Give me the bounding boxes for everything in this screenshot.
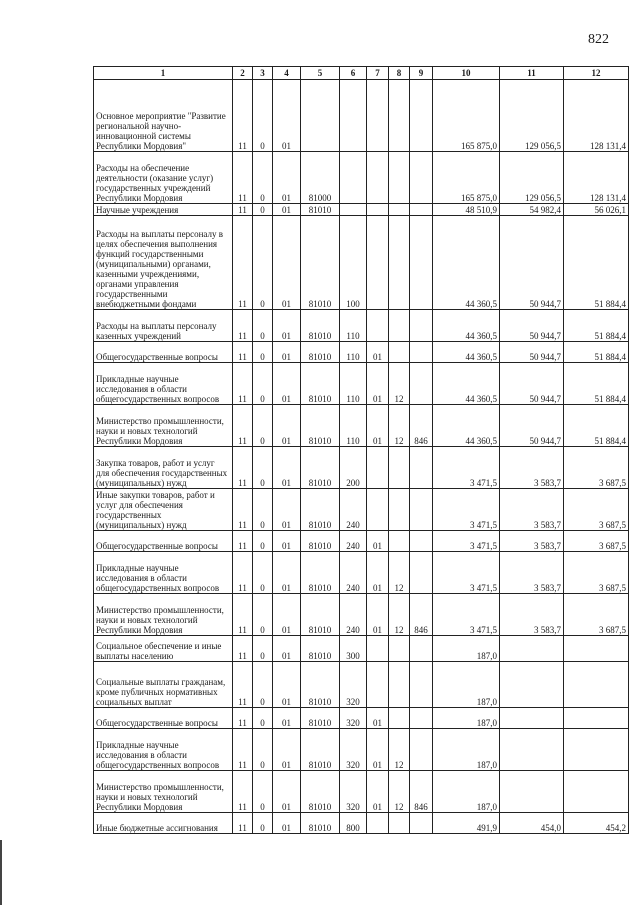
table-cell: 3 583,7 <box>500 552 564 594</box>
table-cell: 320 <box>340 708 367 729</box>
table-cell: 81010 <box>301 552 340 594</box>
table-cell: 12 <box>389 405 410 447</box>
table-cell: 01 <box>273 310 301 342</box>
table-cell: 300 <box>340 636 367 662</box>
table-row <box>94 813 629 834</box>
table-cell: 44 360,5 <box>433 310 500 342</box>
table-cell: 01 <box>273 813 301 834</box>
table-cell: 128 131,4 <box>564 152 629 204</box>
table-cell <box>340 152 367 204</box>
table-cell <box>389 813 410 834</box>
table-cell <box>410 310 433 342</box>
table-cell <box>410 531 433 552</box>
table-cell: 48 510,9 <box>433 204 500 216</box>
table-cell <box>500 636 564 662</box>
table-cell: 01 <box>367 552 389 594</box>
table-cell <box>500 708 564 729</box>
table-cell: 320 <box>340 729 367 771</box>
table-cell: 240 <box>340 594 367 636</box>
table-cell: 11 <box>233 662 253 708</box>
table-row <box>94 771 629 813</box>
table-cell <box>367 489 389 531</box>
table-cell <box>367 80 389 152</box>
table-cell: 3 471,5 <box>433 594 500 636</box>
table-cell <box>367 204 389 216</box>
table-cell: 3 687,5 <box>564 552 629 594</box>
table-cell: 0 <box>253 310 273 342</box>
table-cell: 0 <box>253 405 273 447</box>
table-cell: 0 <box>253 80 273 152</box>
table-cell: 01 <box>273 708 301 729</box>
table-cell: 0 <box>253 152 273 204</box>
table-cell: 3 687,5 <box>564 489 629 531</box>
table-cell: 50 944,7 <box>500 310 564 342</box>
column-header: 3 <box>253 67 273 80</box>
table-cell <box>410 708 433 729</box>
table-row <box>94 729 629 771</box>
table-cell <box>410 489 433 531</box>
table-cell: 129 056,5 <box>500 80 564 152</box>
table-cell: 01 <box>273 363 301 405</box>
table-cell: 54 982,4 <box>500 204 564 216</box>
table-cell <box>410 636 433 662</box>
table-cell <box>410 152 433 204</box>
table-cell: 3 471,5 <box>433 489 500 531</box>
budget-table <box>93 66 629 834</box>
table-cell <box>301 80 340 152</box>
table-cell: 454,2 <box>564 813 629 834</box>
table-cell <box>410 662 433 708</box>
table-cell: 81010 <box>301 310 340 342</box>
row-label-cell: Научные учреждения <box>94 204 233 216</box>
table-cell <box>367 813 389 834</box>
table-cell: 51 884,4 <box>564 310 629 342</box>
table-cell <box>367 310 389 342</box>
table-cell: 0 <box>253 216 273 310</box>
table-cell: 81010 <box>301 729 340 771</box>
table-cell <box>389 531 410 552</box>
table-cell: 12 <box>389 552 410 594</box>
table-cell: 81010 <box>301 489 340 531</box>
table-cell: 44 360,5 <box>433 216 500 310</box>
table-cell: 320 <box>340 662 367 708</box>
table-cell: 240 <box>340 489 367 531</box>
table-cell <box>500 771 564 813</box>
table-cell: 200 <box>340 447 367 489</box>
table-cell: 12 <box>389 363 410 405</box>
table-cell <box>367 447 389 489</box>
table-cell <box>410 552 433 594</box>
table-cell: 44 360,5 <box>433 342 500 363</box>
table-cell: 81000 <box>301 152 340 204</box>
table-cell: 44 360,5 <box>433 363 500 405</box>
table-cell: 12 <box>389 729 410 771</box>
table-cell: 01 <box>367 531 389 552</box>
table-cell: 187,0 <box>433 771 500 813</box>
table-cell <box>389 204 410 216</box>
table-row <box>94 636 629 662</box>
table-cell: 11 <box>233 489 253 531</box>
table-cell: 0 <box>253 447 273 489</box>
table-row <box>94 405 629 447</box>
table-cell: 01 <box>273 342 301 363</box>
row-label-cell: Министерство промышленности, науки и новых технологий Республики Мордовия <box>94 405 233 447</box>
page-number: 822 <box>588 32 609 47</box>
table-cell: 01 <box>273 489 301 531</box>
table-cell: 0 <box>253 771 273 813</box>
table-cell: 01 <box>367 405 389 447</box>
table-cell: 81010 <box>301 204 340 216</box>
table-cell: 0 <box>253 594 273 636</box>
table-cell: 01 <box>273 662 301 708</box>
table-cell <box>389 152 410 204</box>
table-cell: 454,0 <box>500 813 564 834</box>
table-cell: 01 <box>273 405 301 447</box>
table-cell <box>389 447 410 489</box>
table-cell: 0 <box>253 813 273 834</box>
table-cell: 846 <box>410 405 433 447</box>
table-cell: 11 <box>233 771 253 813</box>
table-cell: 44 360,5 <box>433 405 500 447</box>
table-cell: 51 884,4 <box>564 216 629 310</box>
table-cell <box>389 216 410 310</box>
table-cell: 81010 <box>301 813 340 834</box>
table-cell: 11 <box>233 310 253 342</box>
table-cell: 165 875,0 <box>433 80 500 152</box>
table-cell: 50 944,7 <box>500 363 564 405</box>
row-label-cell: Иные закупки товаров, работ и услуг для обеспечения государственных (муниципальных) нужд <box>94 489 233 531</box>
table-cell: 50 944,7 <box>500 405 564 447</box>
table-cell: 81010 <box>301 216 340 310</box>
table-cell: 01 <box>273 204 301 216</box>
column-header: 9 <box>410 67 433 80</box>
table-cell: 81010 <box>301 662 340 708</box>
table-cell: 81010 <box>301 771 340 813</box>
column-header: 10 <box>433 67 500 80</box>
table-cell: 0 <box>253 363 273 405</box>
table-cell <box>367 216 389 310</box>
table-cell: 51 884,4 <box>564 363 629 405</box>
table-cell <box>410 447 433 489</box>
table-cell: 11 <box>233 594 253 636</box>
table-cell <box>367 636 389 662</box>
table-cell: 3 687,5 <box>564 447 629 489</box>
row-label-cell: Расходы на выплаты персоналу в целях обеспечения выполнения функций государственными (муниципальными) органами, казенными учреждениями, органами управления государственными внебюджетными фондами <box>94 216 233 310</box>
table-cell: 3 583,7 <box>500 531 564 552</box>
table-cell: 165 875,0 <box>433 152 500 204</box>
table-cell: 81010 <box>301 531 340 552</box>
table-header <box>94 67 629 80</box>
table-cell: 11 <box>233 729 253 771</box>
table-row <box>94 552 629 594</box>
table-cell: 81010 <box>301 708 340 729</box>
table-cell: 11 <box>233 152 253 204</box>
table-cell: 81010 <box>301 447 340 489</box>
table-cell: 11 <box>233 204 253 216</box>
row-label-cell: Закупка товаров, работ и услуг для обеспечения государственных (муниципальных) нужд <box>94 447 233 489</box>
table-cell: 3 687,5 <box>564 594 629 636</box>
table-cell: 56 026,1 <box>564 204 629 216</box>
table-cell: 846 <box>410 594 433 636</box>
table-cell <box>389 80 410 152</box>
table-cell: 187,0 <box>433 708 500 729</box>
table-row <box>94 342 629 363</box>
table-row <box>94 152 629 204</box>
table-cell: 110 <box>340 405 367 447</box>
table-cell: 240 <box>340 531 367 552</box>
column-header: 8 <box>389 67 410 80</box>
table-cell: 0 <box>253 662 273 708</box>
table-row <box>94 447 629 489</box>
table-cell: 11 <box>233 813 253 834</box>
row-label-cell: Общегосударственные вопросы <box>94 342 233 363</box>
table-cell: 51 884,4 <box>564 405 629 447</box>
page-edge-mark <box>0 840 2 905</box>
column-header: 4 <box>273 67 301 80</box>
table-row <box>94 489 629 531</box>
table-cell: 01 <box>273 636 301 662</box>
table-cell: 12 <box>389 594 410 636</box>
table-cell <box>367 152 389 204</box>
table-cell: 187,0 <box>433 729 500 771</box>
table-cell: 01 <box>367 771 389 813</box>
table-cell: 01 <box>367 729 389 771</box>
table-cell: 128 131,4 <box>564 80 629 152</box>
table-cell: 11 <box>233 216 253 310</box>
table-row <box>94 216 629 310</box>
row-label-cell: Министерство промышленности, науки и новых технологий Республики Мордовия <box>94 771 233 813</box>
table-cell: 187,0 <box>433 636 500 662</box>
table-cell: 0 <box>253 342 273 363</box>
row-label-cell: Министерство промышленности, науки и новых технологий Республики Мордовия <box>94 594 233 636</box>
table-cell: 01 <box>273 552 301 594</box>
table-body <box>94 80 629 834</box>
table-row <box>94 708 629 729</box>
table-cell <box>500 662 564 708</box>
table-cell: 01 <box>273 216 301 310</box>
table-cell <box>410 363 433 405</box>
table-cell: 240 <box>340 552 367 594</box>
column-header: 2 <box>233 67 253 80</box>
table-row <box>94 662 629 708</box>
table-cell: 81010 <box>301 636 340 662</box>
table-cell: 81010 <box>301 405 340 447</box>
table-cell: 800 <box>340 813 367 834</box>
table-cell: 3 471,5 <box>433 447 500 489</box>
table-cell <box>564 636 629 662</box>
table-cell: 01 <box>273 771 301 813</box>
table-cell: 01 <box>367 342 389 363</box>
table-cell: 0 <box>253 708 273 729</box>
table-cell: 81010 <box>301 363 340 405</box>
table-cell <box>564 771 629 813</box>
table-cell: 81010 <box>301 342 340 363</box>
table-row <box>94 594 629 636</box>
column-header: 6 <box>340 67 367 80</box>
row-label-cell: Расходы на обеспечение деятельности (оказание услуг) государственных учреждений Республики Мордовия <box>94 152 233 204</box>
table-cell: 01 <box>367 594 389 636</box>
row-label-cell: Прикладные научные исследования в области общегосударственных вопросов <box>94 552 233 594</box>
table-cell: 11 <box>233 405 253 447</box>
table-cell: 100 <box>340 216 367 310</box>
table-cell: 187,0 <box>433 662 500 708</box>
table-cell: 11 <box>233 708 253 729</box>
row-label-cell: Общегосударственные вопросы <box>94 708 233 729</box>
row-label-cell: Прикладные научные исследования в области общегосударственных вопросов <box>94 729 233 771</box>
table-cell: 110 <box>340 363 367 405</box>
table-cell: 491,9 <box>433 813 500 834</box>
row-label-cell: Расходы на выплаты персоналу казенных учреждений <box>94 310 233 342</box>
row-label-cell: Социальное обеспечение и иные выплаты населению <box>94 636 233 662</box>
table-row <box>94 531 629 552</box>
column-header: 5 <box>301 67 340 80</box>
table-cell: 0 <box>253 204 273 216</box>
table-cell <box>410 729 433 771</box>
table-cell <box>410 80 433 152</box>
table-cell: 0 <box>253 531 273 552</box>
table-cell <box>389 636 410 662</box>
table-cell: 12 <box>389 771 410 813</box>
table-cell: 3 583,7 <box>500 489 564 531</box>
table-cell: 01 <box>273 80 301 152</box>
table-cell: 129 056,5 <box>500 152 564 204</box>
table-cell <box>389 489 410 531</box>
table-cell: 51 884,4 <box>564 342 629 363</box>
table-cell: 01 <box>273 152 301 204</box>
table-cell <box>500 729 564 771</box>
table-cell: 50 944,7 <box>500 342 564 363</box>
table-cell <box>340 80 367 152</box>
table-cell <box>410 342 433 363</box>
table-row <box>94 80 629 152</box>
table-cell <box>389 662 410 708</box>
table-cell: 11 <box>233 363 253 405</box>
table-cell: 3 687,5 <box>564 531 629 552</box>
table-cell: 0 <box>253 489 273 531</box>
table-cell: 3 471,5 <box>433 531 500 552</box>
table-row <box>94 204 629 216</box>
table-cell: 846 <box>410 771 433 813</box>
table-cell: 11 <box>233 552 253 594</box>
table-cell <box>389 342 410 363</box>
table-cell: 3 583,7 <box>500 447 564 489</box>
table-cell: 11 <box>233 636 253 662</box>
table-cell <box>410 813 433 834</box>
table-cell: 11 <box>233 531 253 552</box>
table-cell <box>564 708 629 729</box>
table-cell <box>389 708 410 729</box>
table-cell: 11 <box>233 447 253 489</box>
column-header: 11 <box>500 67 564 80</box>
table-cell: 01 <box>273 447 301 489</box>
row-label-cell: Основное мероприятие "Развитие региональной научно-инновационной системы Республики Мордовия" <box>94 80 233 152</box>
table-cell: 01 <box>273 531 301 552</box>
table-cell: 11 <box>233 80 253 152</box>
table-cell <box>410 216 433 310</box>
row-label-cell: Прикладные научные исследования в области общегосударственных вопросов <box>94 363 233 405</box>
table-cell: 01 <box>273 594 301 636</box>
table-cell: 110 <box>340 342 367 363</box>
table-cell: 320 <box>340 771 367 813</box>
table-row <box>94 363 629 405</box>
table-cell: 110 <box>340 310 367 342</box>
table-cell: 0 <box>253 636 273 662</box>
table-cell: 3 583,7 <box>500 594 564 636</box>
row-label-cell: Социальные выплаты гражданам, кроме публичных нормативных социальных выплат <box>94 662 233 708</box>
table-cell: 11 <box>233 342 253 363</box>
table-cell: 50 944,7 <box>500 216 564 310</box>
table-cell <box>367 662 389 708</box>
table-cell: 01 <box>367 708 389 729</box>
table-cell: 01 <box>273 729 301 771</box>
table-cell: 0 <box>253 729 273 771</box>
table-cell: 81010 <box>301 594 340 636</box>
column-header: 7 <box>367 67 389 80</box>
header-row <box>94 67 629 80</box>
row-label-cell: Иные бюджетные ассигнования <box>94 813 233 834</box>
table-cell <box>340 204 367 216</box>
table-cell <box>410 204 433 216</box>
column-header: 12 <box>564 67 629 80</box>
column-header: 1 <box>94 67 233 80</box>
table-row <box>94 310 629 342</box>
table-cell: 3 471,5 <box>433 552 500 594</box>
table-cell: 01 <box>367 363 389 405</box>
table-cell <box>564 662 629 708</box>
table-cell <box>564 729 629 771</box>
table-cell <box>389 310 410 342</box>
table-cell: 0 <box>253 552 273 594</box>
row-label-cell: Общегосударственные вопросы <box>94 531 233 552</box>
